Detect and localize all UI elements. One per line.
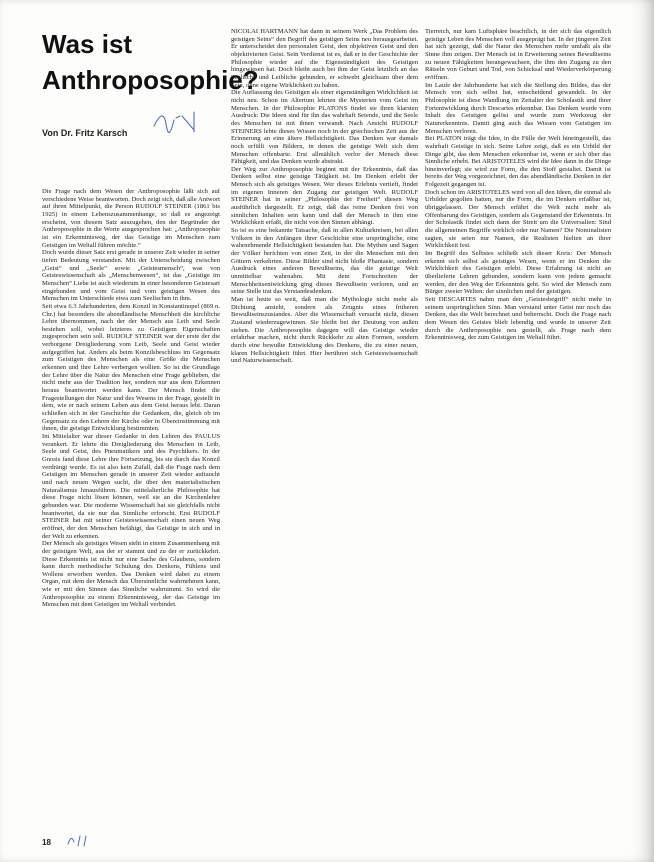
text-column-2 <box>231 28 418 824</box>
page-number: 18 <box>42 838 51 847</box>
paragraph: Doch schon im ARISTOTELES wird von all den Ideen, die einmal als Urbilder gegolten hatten, nur die Form, die im Denken erfaßbar ist, übriggelassen. Der Mensch erfährt die Welt nicht mehr als Offenbarung des Geistigen, sondern als Gegenstand der Erkenntnis. In der Scholastik findet sich dann der Streit um die Universalien: Sind die allgemeinen Begriffe wirklich oder nur Namen? Die Nominalisten sagten, sie seien nur Namen, die Realisten hielten an ihrer Wirklichkeit fest. <box>425 188 611 250</box>
paragraph: Die Frage nach dem Wesen der Anthroposophie läßt sich auf verschiedene Weise beantworten. Doch zeigt sich, daß alle Antwort auf ihren Mittelpunkt, die Person RUDOLF STEINER (1861 bis 1925) in einem Lebenszusammenhange, so daß es angezeigt erscheint, von diesem Satz auszugehen, den der Begründer der Anthroposophie in die Worte ausgesprochen hat: „Anthroposophie ist ein Erkenntnisweg, der das Geistige im Menschen zum Geistigen im Weltall führen möchte.“ <box>42 188 220 249</box>
paragraph: Tierreich, nur kam Luftsphäre beachtlich, in der sich das eigentlich geistige Leben des Menschen voll ausgeprägt hat. In der jüngeren Zeit hat sich gezeigt, daß die Natur des Menschen mehr umfaßt als die Sinne ihm zeigen. Der Mensch ist in Erweiterung seines Bewußtseins zu neuen Fähigkeiten herangewachsen, die ihm den Zugang zu den Rätseln von Geburt und Tod, von Schicksal und Wiederverkörperung eröffnen. <box>425 28 611 81</box>
paragraph: Seit etwa 6.3 Jahrhunderten, dem Konzil in Konstantinopel (869 n. Chr.) hat besonders die abendländische Menschheit die kirchliche Lehre übernommen, nach der der Mensch aus Leib und Seele bestehen soll, wobei letzteres zu Geistigem Eigenschaften zugesprochen sein soll. RUDOLF STEINER war der erste der die verborgene Dreigliederung vom Leib, Seele und Geist wieder aufgegriffen hat. Anders als beim Konzilsbeschluss im Gegensatz zum Geistigen des Menschen als eine Größe die Menschen erkennen und ihre Lehre verbergen wollten. So ist die Grundlage der Lehre über die Natur des Menschen eine Frage geblieben, die nicht mehr aus der Tradition her, sondern nur aus dem Erkennen heraus beantwortet werden kann. Der Mensch findet die Fragestellungen der Natur und des Wesens in der Frage, gestellt in dem, wie er nach seinem Leben aus dem Geist heraus lebt. Daran schließen sich in der Geschichte die Gedanken, die, gleich ob im Gegensatz zu den Lehren der Kirche oder in Übereinstimmung mit ihnen, die geistige Entwicklung bestimmten. <box>42 302 220 433</box>
handwritten-page-mark <box>62 832 106 848</box>
text-column-3 <box>425 28 611 824</box>
paragraph: Im Mittelalter war dieser Gedanke in den Lehren des PAULUS verankert. Er lehrte die Dreigliederung des Menschen in Leib, Seele und Geist, des Pneumatikers und des Psychikers. In der Gnosis fand diese Lehre ihre Fortsetzung, bis sie durch das Konzil verdrängt wurde. Es ist also kein Zufall, daß die Frage nach dem Geistigen im Menschen gerade in unserer Zeit wieder auftaucht und nach neuen Wegen sucht, die über den materialistischen Naturalismus hinausführen. Die mittelalterliche Philosophie hat diese Frage nicht lösen können, weil sie an die Kirchenlehre gebunden war. Die moderne Wissenschaft hat sie gleichfalls nicht beantwortet, da sie nur das Sinnliche erforscht. Erst RUDOLF STEINER hat mit seiner Geisteswissenschaft einen neuen Weg eröffnet, der den Menschen befähigt, das Geistige in sich und in der Welt zu erkennen. <box>42 433 220 540</box>
paragraph: Die Auffassung des Geistigen als einer eigenständigen Wirklichkeit ist nicht neu. Schon im Altertum lehrten die Mysterien vom Geist im Menschen. In der Philosophie PLATONS findet sie ihren klarsten Ausdruck: Die Ideen sind für ihn das wahrhaft Seiende, und die Seele des Menschen ist mit ihnen verwandt. Nach Ansicht RUDOLF STEINERS lebte dieses Wissen noch in der griechischen Zeit aus der Erinnerung an eine ältere Hellsichtigkeit. Das Denken war damals noch erfüllt von Bildern, in denen die geistige Welt sich dem Menschen offenbarte. Erst allmählich verlor der Mensch diese Fähigkeit, und das Denken wurde abstrakt. <box>231 89 418 166</box>
paragraph: Der Weg zur Anthroposophie beginnt mit der Erkenntnis, daß das Denken selbst eine geistige Tätigkeit ist. Im Denken erlebt der Mensch sich als geistiges Wesen. Wer dieses Erlebnis vertieft, findet im eigenen Inneren den Zugang zur geistigen Welt. RUDOLF STEINER hat in seiner „Philosophie der Freiheit“ diesen Weg ausführlich dargestellt. Er zeigt, daß das reine Denken frei von sinnlichen Inhalten sein kann und daß der Mensch in ihm eine Wirklichkeit erfaßt, die nicht von den Sinnen abhängt. <box>231 165 418 227</box>
paragraph: NICOLAI HARTMANN hat dann in seinem Werk „Das Problem des geistigen Seins“ den Begriff des geistigen Seins neu herausgearbeitet. Er unterscheidet den personalen Geist, den objektiven Geist und den objektivierten Geist. Sein Verdienst ist es, daß er in der Geschichte der Philosophie wieder auf die Eigenständigkeit des Geistigen hingewiesen hat. Doch bleibt auch bei ihm der Geist letztlich an das Seelische und Leibliche gebunden, er schwebt gleichsam über dem Sein, ohne eigene Wirklichkeit zu haben. <box>231 28 418 89</box>
article-title: Was ist Anthroposophie? <box>42 29 259 95</box>
paragraph: Im Laufe der Jahrhunderte hat sich die Stellung des Bildes, das der Mensch von sich selbst hat, entscheidend gewandelt. In der Philosophie ist diese Wandlung im Zeitalter der Scholastik und ihrer Fortentwicklung durch Descartes erkennbar. Das Denken wurde vom Inhalt des Geistigen gelöst und wurde zum Werkzeug der Naturerkenntnis. Damit ging auch das Wissen vom Geistigen im Menschen verloren. <box>425 81 611 135</box>
paragraph: So ist es eine bekannte Tatsache, daß in allen Kulturkreisen, bei allen Völkern in den Anfängen ihrer Geschichte eine ursprüngliche, eine wahrnehmende Hellsichtigkeit bestanden hat. Die Mythen und Sagen der Völker berichten von einer Zeit, in der die Menschen mit den Göttern verkehrten. Diese Bilder sind nicht bloße Phantasie, sondern Ausdruck eines anderen Bewußtseins, das die geistige Welt unmittelbar wahrnahm. Mit dem Fortschreiten der Menschheitsentwicklung ging dieses Bewußtsein verloren, und an seine Stelle trat das Verstandesdenken. <box>231 227 418 296</box>
article-author: Von Dr. Fritz Karsch <box>42 128 128 138</box>
paragraph: Man ist heute so weit, daß man die Mythologie nicht mehr als Dichtung ansieht, sondern als Zeugnis eines früheren Bewußtseinszustandes. Aber die Wissenschaft versucht nicht, diesen Zustand wiederzugewinnen. Sie bleibt bei der Deutung von außen stehen. Die Anthroposophie dagegen will das Geistige wieder erfahrbar machen, nicht durch Rückkehr zu alten Formen, sondern durch eine bewußte Entwicklung des Denkens, die zu einer neuen, klaren Hellsichtigkeit führt. Hier berühren sich Geisteswissenschaft und Naturwissenschaft. <box>231 295 418 365</box>
paragraph: Doch wurde dieser Satz erst gerade in unserer Zeit wieder in seiner tiefen Bedeutung verstanden. Mit der Unterscheidung zwischen „Geist“ und „Seele“ sowie „Geistesmensch“, was von Geisteswissenschaft als „Menschenwesen“, ist das „Geistige im Menschen“ Liebe ist auch wiederum in einer besonderen Geistesart eingebunden und vom Geist und vom geistigen Wesen des Menschen im Unterschiede etwa zum Seelischen in ihm. <box>42 249 220 303</box>
paragraph: Seit DESCARTES nahm man den „Geistesbegriff“ nicht mehr in seinem ursprünglichen Sinn. Man verstand unter Geist nur noch das Denken, das die Welt berechnet und beherrscht. Doch die Frage nach dem Wesen des Geistes blieb lebendig und wurde in unserer Zeit durch die Anthroposophie neu gestellt, als Frage nach dem Erkenntnisweg, der zum Geistigen im Weltall führt. <box>425 295 611 342</box>
handwritten-signature <box>150 106 202 140</box>
paragraph: Im Begriff des Selbstes schließt sich dieser Kreis: Der Mensch erkennt sich selbst als geistiges Wesen, wenn er im Denken die Wirklichkeit des Geistigen erlebt. Diese Erfahrung ist nicht an überlieferte Lehren gebunden, sondern kann von jedem gemacht werden, der den Weg der Erkenntnis geht. So wird der Mensch zum Bürger zweier Welten: der sinnlichen und der geistigen. <box>425 250 611 296</box>
paragraph: Bei PLATON trägt die Idee, in die Fülle der Welt hineingestellt, das wahrhaft Geistige in sich. Seine Lehre zeigt, daß es ein Urbild der Dinge gibt, das dem Menschen erkennbar ist, wenn er sich über das Sinnliche erhebt. Bei ARISTOTELES wird die Idee dann in die Dinge hineinverlegt; sie wird zur Form, die den Stoff gestaltet. Damit ist bereits der Weg vorgezeichnet, den das abendländische Denken in der Folgezeit gegangen ist. <box>425 135 611 189</box>
paragraph: Der Mensch als geistiges Wesen steht in einem Zusammenhang mit der geistigen Welt, aus der er stammt und zu der er zurückkehrt. Diese Erkenntnis ist nicht nur eine Sache des Glaubens, sondern kann durch methodische Schulung des Denkens, Fühlens und Wollens erworben werden. Das Denken wird dabei zu einem Organ, mit dem der Mensch das Übersinnliche wahrnehmen kann, wie er mit den Sinnen das Sinnliche wahrnimmt. So wird die Anthroposophie zu einem Erkenntnisweg, der das Geistige im Menschen mit dem Geistigen im Weltall verbindet. <box>42 540 220 609</box>
text-column-1 <box>42 188 220 812</box>
